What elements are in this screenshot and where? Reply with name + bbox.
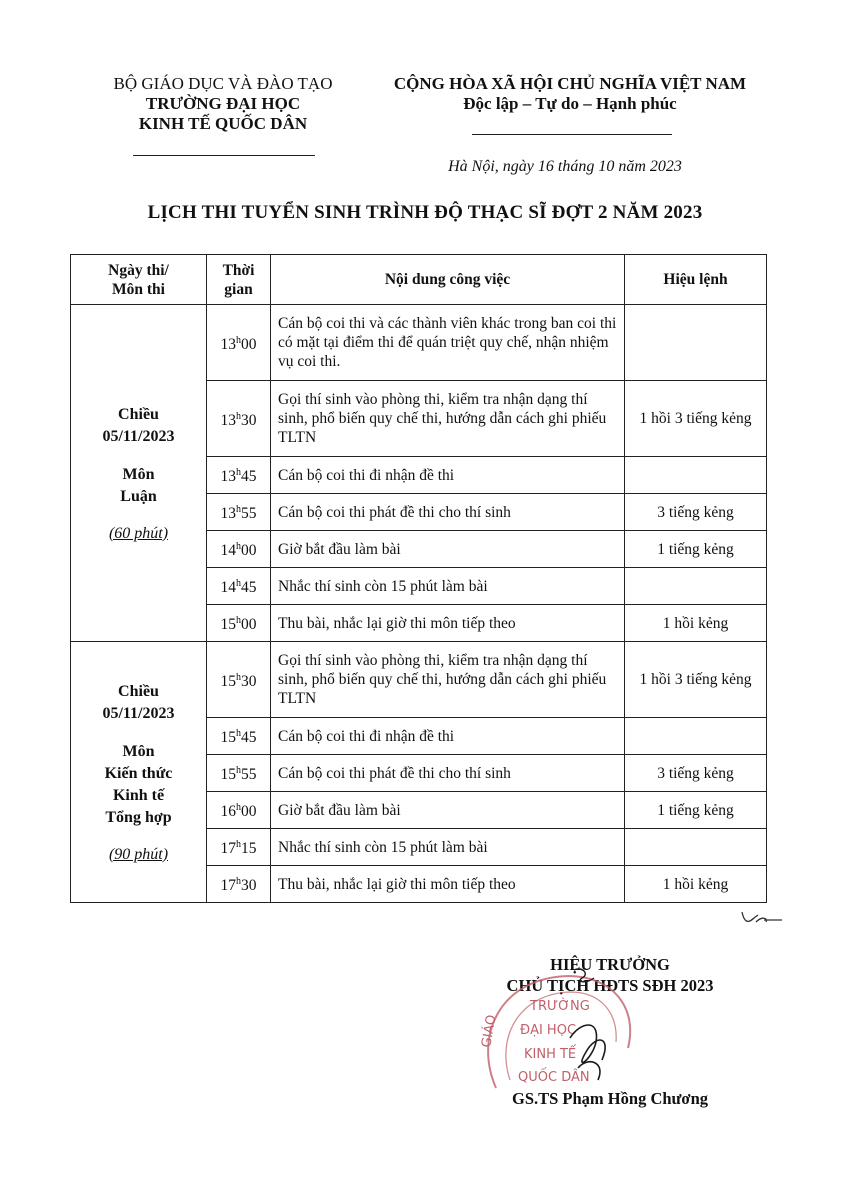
time-h-marker: h [236,410,241,422]
time-hour: 15 [220,673,236,691]
time-cell [207,494,271,531]
bell-signal: 1 hồi kẻng [625,605,767,642]
bell-signal: 1 hồi kẻng [625,866,767,903]
time-cell [207,642,271,718]
signer-title-2: CHỦ TỊCH HĐTS SĐH 2023 [506,976,714,995]
time-h-marker: h [236,334,241,346]
header-session-line: Ngày thi/ [108,261,169,279]
task-content: Nhắc thí sinh còn 15 phút làm bài [271,568,625,605]
official-seal-stamp [478,968,638,1098]
time-hour: 16 [220,803,236,821]
time-h-marker: h [236,467,241,479]
time-cell [207,718,271,755]
time-cell [207,381,271,457]
time-h-marker: h [236,876,241,888]
task-content: Cán bộ coi thi đi nhận đề thi [271,718,625,755]
time-h-marker: h [236,541,241,553]
stamp-text-edge: GIÁO [479,1013,500,1049]
motto-underline [472,134,672,135]
time-h-marker: h [236,728,241,740]
session-line: Môn [122,465,155,483]
bell-signal: 1 hồi 3 tiếng kẻng [625,642,767,718]
header-time-line: Thời [222,261,255,279]
header-time [207,255,271,305]
stamp-text-4: QUỐC DÂN [518,1070,590,1085]
time-hour: 14 [220,542,236,560]
time-hour: 13 [220,336,236,354]
session-line [75,725,202,741]
task-content: Giờ bắt đầu làm bài [271,531,625,568]
time-cell [207,605,271,642]
time-minute: 00 [241,336,257,354]
time-cell [207,457,271,494]
time-cell [207,531,271,568]
issuer-block [88,74,358,134]
bell-signal: 3 tiếng kẻng [625,494,767,531]
bell-signal: 1 tiếng kẻng [625,792,767,829]
bell-signal [625,829,767,866]
session-line: Luận [120,487,157,505]
header-content: Nội dung công việc [271,255,625,305]
header-time-line: gian [224,280,253,298]
time-minute: 55 [241,766,257,784]
time-h-marker: h [236,504,241,516]
issuer-underline [133,155,315,156]
time-minute: 30 [241,412,257,430]
time-hour: 14 [220,579,236,597]
bell-signal [625,568,767,605]
signer-name: GS.TS Phạm Hồng Chương [511,1089,708,1108]
exam-schedule-table [70,254,767,903]
table-header-row [71,255,767,305]
time-minute: 15 [241,840,257,858]
task-content: Gọi thí sinh vào phòng thi, kiểm tra nhận dạng thí sinh, phổ biến quy chế thi, hướng dẫn cách ghi phiếu TLTN [271,381,625,457]
task-content: Gọi thí sinh vào phòng thi, kiểm tra nhận dạng thí sinh, phổ biến quy chế thi, hướng dẫn cách ghi phiếu TLTN [271,642,625,718]
task-content: Giờ bắt đầu làm bài [271,792,625,829]
time-cell [207,792,271,829]
session-cell [71,642,207,903]
task-content: Cán bộ coi thi đi nhận đề thi [271,457,625,494]
header-session-line: Môn thi [112,280,165,298]
university-line-1: TRƯỜNG ĐẠI HỌC [145,94,301,113]
time-hour: 13 [220,505,236,523]
time-h-marker: h [236,578,241,590]
time-h-marker: h [236,671,241,683]
session-duration: (60 phút) [108,524,169,542]
table-row [71,305,767,381]
time-minute: 30 [241,877,257,895]
time-h-marker: h [236,839,241,851]
time-hour: 15 [220,729,236,747]
bell-signal: 3 tiếng kẻng [625,755,767,792]
time-minute: 00 [241,616,257,634]
time-minute: 30 [241,673,257,691]
motto: Độc lập – Tự do – Hạnh phúc [463,94,677,113]
task-content: Cán bộ coi thi phát đề thi cho thí sinh [271,755,625,792]
time-hour: 15 [220,766,236,784]
stamp-text-3: KINH TẾ [524,1047,577,1062]
header-signal: Hiệu lệnh [625,255,767,305]
handwritten-initial-icon [738,906,788,932]
session-line [75,448,202,464]
university-line-2: KINH TẾ QUỐC DÂN [138,114,308,133]
table-body [71,305,767,903]
bell-signal [625,457,767,494]
bell-signal [625,718,767,755]
session-line: Môn [122,742,155,760]
table-row [71,642,767,718]
session-line: Kiến thức [104,764,173,782]
session-cell [71,305,207,642]
header-session [71,255,207,305]
national-motto-block [370,74,770,114]
time-hour: 17 [220,877,236,895]
stamp-text-2: ĐẠI HỌC [520,1023,577,1038]
task-content: Cán bộ coi thi phát đề thi cho thí sinh [271,494,625,531]
bell-signal [625,305,767,381]
session-line: Kinh tế [112,786,165,804]
time-cell [207,568,271,605]
stamp-text-1: TRƯỜNG [530,999,590,1014]
bell-signal: 1 tiếng kẻng [625,531,767,568]
document-date: Hà Nội, ngày 16 tháng 10 năm 2023 [448,158,682,175]
time-cell [207,305,271,381]
time-cell [207,866,271,903]
time-cell [207,829,271,866]
time-hour: 13 [220,412,236,430]
task-content: Nhắc thí sinh còn 15 phút làm bài [271,829,625,866]
ministry-name: BỘ GIÁO DỤC VÀ ĐÀO TẠO [113,74,333,93]
time-h-marker: h [236,615,241,627]
time-minute: 55 [241,505,257,523]
session-line: Chiều [118,405,159,423]
session-duration: (90 phút) [108,845,169,863]
time-hour: 17 [220,840,236,858]
time-minute: 45 [241,729,257,747]
session-line: 05/11/2023 [102,704,175,722]
session-line: 05/11/2023 [102,427,175,445]
time-minute: 45 [241,468,257,486]
task-content: Thu bài, nhắc lại giờ thi môn tiếp theo [271,866,625,903]
time-minute: 45 [241,579,257,597]
time-hour: 13 [220,468,236,486]
time-h-marker: h [236,802,241,814]
time-minute: 00 [241,803,257,821]
session-line: Chiều [118,682,159,700]
session-line: Tổng hợp [105,808,172,826]
country-name: CỘNG HÒA XÃ HỘI CHỦ NGHĨA VIỆT NAM [393,74,747,93]
task-content: Cán bộ coi thi và các thành viên khác trong ban coi thi có mặt tại điểm thi để quán triệt quy chế, nhận nhiệm vụ coi thi. [271,305,625,381]
time-h-marker: h [236,765,241,777]
time-minute: 00 [241,542,257,560]
signer-title-1: HIỆU TRƯỞNG [550,955,670,974]
time-hour: 15 [220,616,236,634]
task-content: Thu bài, nhắc lại giờ thi môn tiếp theo [271,605,625,642]
document-title: LỊCH THI TUYỂN SINH TRÌNH ĐỘ THẠC SĨ ĐỢT 2 NĂM 2023 [147,202,703,223]
time-cell [207,755,271,792]
bell-signal: 1 hồi 3 tiếng kẻng [625,381,767,457]
